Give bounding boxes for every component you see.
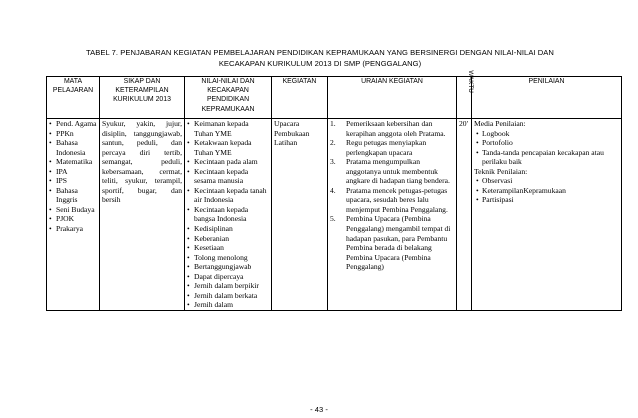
list-item: • Jernih dalam berkata xyxy=(194,291,269,301)
list-item: • Dapat dipercaya xyxy=(194,272,269,282)
kegiatan-text: Upacara Pembukaan Latihan xyxy=(274,119,310,148)
header-row xyxy=(47,77,622,119)
list-item: • Keberanian xyxy=(194,234,269,244)
header-nilai: NILAI-NILAI DAN KECAKAPAN PENDIDIKAN KEPRAMUKAAN xyxy=(185,77,272,119)
uraian-list xyxy=(330,119,454,272)
table-row xyxy=(47,119,622,311)
media-label: Media Penilaian: xyxy=(474,119,526,128)
item-number: 4. xyxy=(330,185,336,195)
table-title-line-1: TABEL 7. PENJABARAN KEGIATAN PEMBELAJARAN PENDIDIKAN KEPRAMUKAAN YANG BERSINERGI DENGAN NILAI-NILAI DAN xyxy=(86,48,554,57)
list-item: • Prakarya xyxy=(56,224,97,234)
waktu-value: 20' xyxy=(459,119,468,128)
item-text: Regu petugas menyiapkan perlengkapan upacara xyxy=(346,138,427,157)
list-item: • Pend. Agama xyxy=(56,119,97,129)
list-item: • Bertanggungjawab xyxy=(194,262,269,272)
kegiatan-cell xyxy=(272,119,328,311)
list-item: • Bahasa Indonesia xyxy=(56,138,97,157)
list-item: • Ketakwaan kepada Tuhan YME xyxy=(194,138,269,157)
sikap-cell xyxy=(100,119,185,311)
header-sikap: SIKAP DAN KETERAMPILAN KURIKULUM 2013 xyxy=(100,77,185,119)
list-item: • Jernih dalam berpikir xyxy=(194,281,269,291)
list-item: • Kedisiplinan xyxy=(194,224,269,234)
waktu-cell xyxy=(457,119,472,311)
nilai-list xyxy=(187,119,269,310)
teknik-label: Teknik Penilaian: xyxy=(474,166,528,176)
sikap-text-last: bersih xyxy=(102,195,121,205)
item-text: Pratama mengumpulkan anggotanya untuk membentuk angkare di hadapan tiang bendera. xyxy=(346,157,450,186)
list-item: • PJOK xyxy=(56,214,97,224)
list-item: • PPKn xyxy=(56,129,97,139)
header-waktu xyxy=(457,70,474,119)
nilai-cell xyxy=(185,119,272,311)
header-uraian: URAIAN KEGIATAN xyxy=(328,77,457,119)
list-item: • Matematika xyxy=(56,157,97,167)
list-item xyxy=(330,214,454,272)
list-item xyxy=(330,185,454,215)
list-item: • Kecintaan kepada tanah air Indonesia xyxy=(194,186,269,205)
table-title-line-2: KECAKAPAN KURIKULUM 2013 DI SMP (PENGGALANG) xyxy=(218,59,422,68)
list-item: • Kecintaan pada alam xyxy=(194,157,269,167)
header-kegiatan: KEGIATAN xyxy=(272,77,328,119)
item-number: 1. xyxy=(330,119,336,128)
penilaian-cell xyxy=(472,119,622,311)
item-number: 2. xyxy=(330,138,336,148)
uraian-cell xyxy=(328,119,457,311)
item-number: 5. xyxy=(330,214,336,224)
list-item xyxy=(330,157,454,186)
header-mapel: MATA PELAJARAN xyxy=(47,77,100,119)
activity-table xyxy=(46,70,622,311)
list-item xyxy=(330,119,454,138)
list-item: • Bahasa Inggris xyxy=(56,186,97,205)
list-item: • Kesetiaan xyxy=(194,243,269,253)
list-item: • Observasi xyxy=(476,176,513,186)
list-item: • Portofolio xyxy=(476,138,513,148)
header-waktu-label: WAKTU xyxy=(466,70,474,93)
item-text: Pembina Upacara (Pembina Penggalang) mengambil tempat di hadapan pasukan, para Pembantu Pembina berada di belakang Pembina Upacara (Pembina Penggalang) xyxy=(346,214,451,272)
item-text: Pemeriksaan kebersihan dan kerapihan anggota oleh Pratama. xyxy=(346,119,446,138)
list-item xyxy=(330,138,454,157)
table-title xyxy=(46,47,594,69)
list-item: • IPS xyxy=(56,176,97,186)
list-item: • IPA xyxy=(56,167,97,177)
list-item: • Seni Budaya xyxy=(56,205,97,215)
list-item: • Kecintaan kepada bangsa Indonesia xyxy=(194,205,269,224)
list-item: • Tolong menolong xyxy=(194,253,269,263)
list-item: • Logbook xyxy=(476,128,510,138)
sikap-text: Syukur, yakin, jujur, disiplin, tanggungjawab, santun, peduli, dan percaya diri tertib, semangat, peduli, kebersamaan, cermat, teliti, syukur, terampil, sportif, bugar, dan xyxy=(102,119,182,195)
page-number: - 43 - xyxy=(310,405,328,414)
header-penilaian: PENILAIAN xyxy=(472,77,622,119)
list-item: • Kecintaan kepada sesama manusia xyxy=(194,167,269,186)
mapel-list xyxy=(49,119,97,234)
item-number: 3. xyxy=(330,157,336,167)
list-item: • Tanda-tanda pencapaian kecakapan atau perilaku baik xyxy=(476,147,604,167)
list-item: • KeterampilanKepramukaan xyxy=(476,185,566,195)
mapel-cell xyxy=(47,119,100,311)
item-text: Pratama mencek petugas-petugas upacara, sesudah beres lalu menjemput Pembina Penggalang. xyxy=(346,185,448,214)
list-item: • Jernih dalam xyxy=(194,300,269,310)
list-item: • Partisipasi xyxy=(476,195,514,205)
list-item: • Keimanan kepada Tuhan YME xyxy=(194,119,269,138)
